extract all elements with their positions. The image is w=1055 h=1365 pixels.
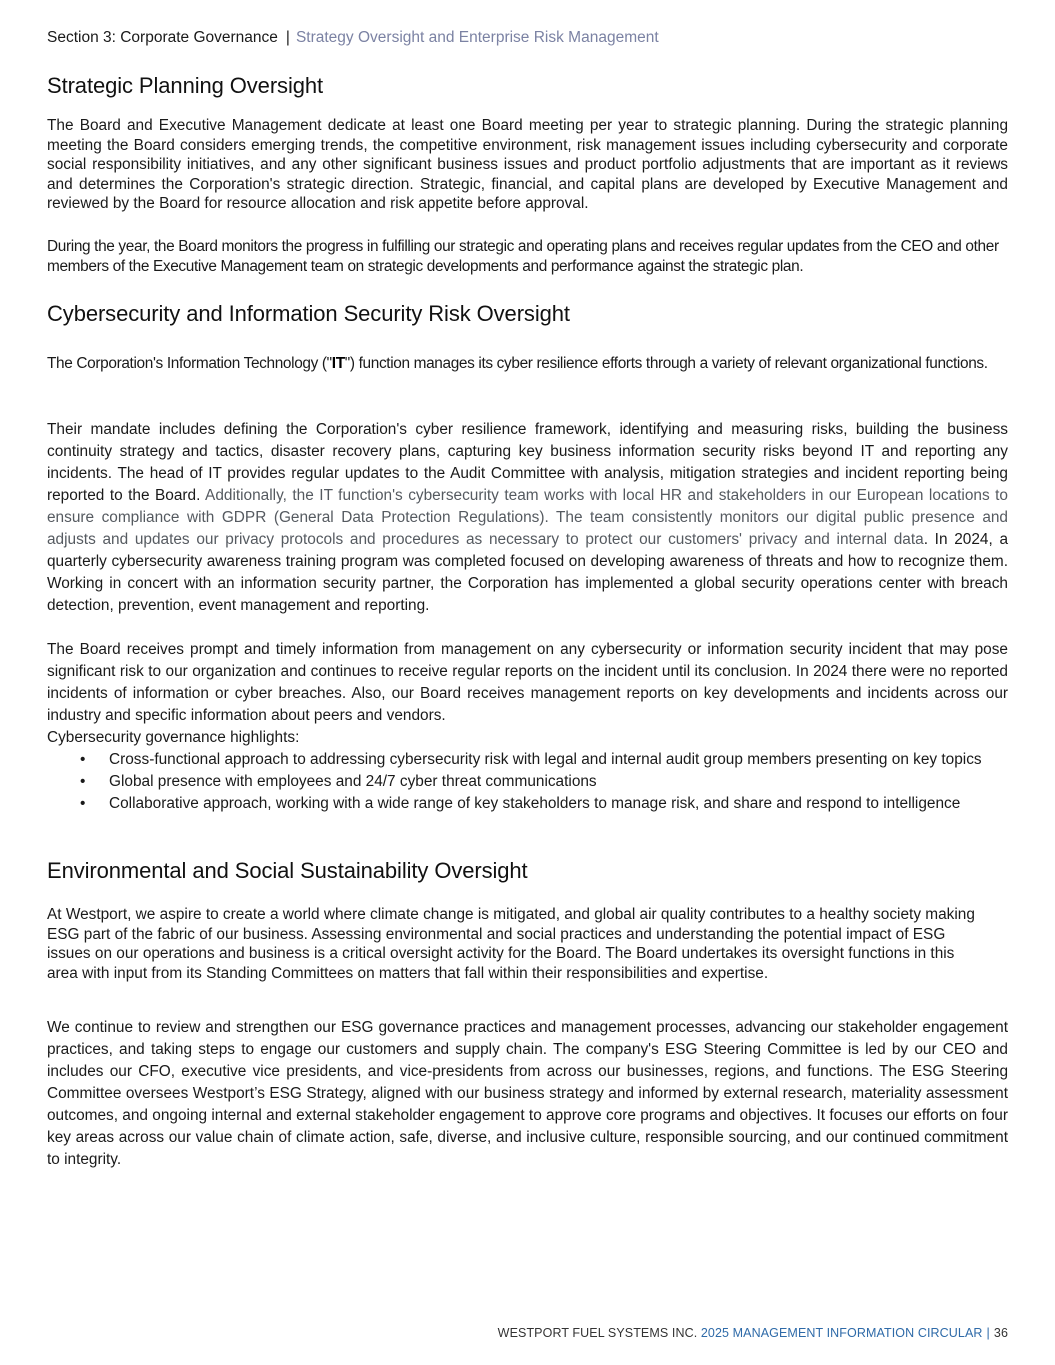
heading-esg: Environmental and Social Sustainability Oversight bbox=[47, 858, 528, 883]
header-section: Section 3: Corporate Governance bbox=[47, 29, 278, 46]
esg-paragraph-1: At Westport, we aspire to create a world where climate change is mitigated, and global air quality contributes to a healthy society making ESG part of the fabric of our business. Assessing environmental and social practices and understanding the potential impact of ESG issues on our operations and business is a critical oversight activity for the Board. The Board undertakes its oversight functions in this area with input from its Standing Committees on matters that fall within their responsibilities and expertise. bbox=[47, 906, 975, 982]
bullet-icon: • bbox=[80, 751, 86, 768]
cyber-highlights-label: Cybersecurity governance highlights: bbox=[47, 729, 300, 746]
heading-strategic-planning: Strategic Planning Oversight bbox=[47, 73, 324, 98]
strategic-paragraph-2: During the year, the Board monitors the progress in fulfilling our strategic and operating plans and receives regular updates from the CEO and other members of the Executive Management team on strategic developments and performance against the strategic plan. bbox=[47, 238, 999, 275]
cyber-paragraph-2: Their mandate includes defining the Corporation's cyber resilience framework, identifying and measuring risks, building the business continuity strategy and tactics, disaster recovery plans, capturing key business information security risks beyond IT and reporting any incidents. The head of IT provides regular updates to the Audit Committee with analysis, mitigation strategies and incident reporting being reported to the Board. Additionally, the IT function's cybersecurity team works with local HR and stakeholders in our European locations to ensure compliance with GDPR (General Data Protection Regulations). The team consistently monitors our digital public presence and adjusts and updates our privacy protocols and procedures as necessary to protect our customers' privacy and internal data. In 2024, a quarterly cybersecurity awareness training program was completed focused on developing awareness of threats and how to recognize them. Working in concert with an information security partner, the Corporation has implemented a global security operations center with breach detection, prevention, event management and reporting. bbox=[47, 421, 1008, 614]
it-abbreviation: IT bbox=[331, 355, 345, 372]
esg-paragraph-2: We continue to review and strengthen our ESG governance practices and management processes, advancing our stakeholder engagement practices, and taking steps to engage our customers and supply chain. The company's ESG Steering Committee is led by our CEO and includes our CFO, executive vice presidents, and vice-presidents from across our businesses, regions, and functions. The ESG Steering Committee oversees Westport’s ESG Strategy, aligned with our business strategy and informed by external research, materiality assessment outcomes, and ongoing internal and external stakeholder engagement to approve core programs and objectives. It focuses our efforts on four key areas across our value chain of climate action, safe, diverse, and inclusive culture, responsible sourcing, and our continued commitment to integrity. bbox=[47, 1019, 1008, 1168]
footer-document-title: 2025 MANAGEMENT INFORMATION CIRCULAR bbox=[700, 1326, 983, 1340]
strategic-paragraph-1: The Board and Executive Management dedicate at least one Board meeting per year to strategic planning. During the strategic planning meeting the Board considers emerging trends, the competitive environment, risk management issues including cybersecurity and corporate social responsibility initiatives, and any other significant business issues and product portfolio adjustments that are important as it reviews and determines the Corporation's strategic direction. Strategic, financial, and capital plans are developed by Executive Management and reviewed by the Board for resource allocation and risk appetite before approval. bbox=[47, 117, 1008, 213]
header-separator: | bbox=[285, 29, 290, 46]
page-number: 36 bbox=[993, 1326, 1008, 1340]
list-item: • Cross-functional approach to addressing cybersecurity risk with legal and internal audit group members presenting on key topics bbox=[47, 749, 1008, 771]
cyber-highlights-list bbox=[47, 749, 1008, 815]
bullet-icon: • bbox=[80, 773, 86, 790]
bullet-icon: • bbox=[80, 795, 86, 812]
running-header bbox=[47, 29, 659, 47]
heading-cybersecurity: Cybersecurity and Information Security Risk Oversight bbox=[47, 301, 570, 326]
page-footer bbox=[498, 1326, 1008, 1340]
footer-separator: | bbox=[986, 1326, 990, 1340]
footer-company: WESTPORT FUEL SYSTEMS INC. bbox=[497, 1326, 698, 1340]
cyber-paragraph-3: The Board receives prompt and timely information from management on any cybersecurity or information security incident that may pose significant risk to our organization and continues to receive regular reports on the incident until its conclusion. In 2024 there were no reported incidents of information or cyber breaches. Also, our Board receives management reports on key developments and incidents across our industry and specific information about peers and vendors. bbox=[47, 641, 1008, 724]
list-item: • Global presence with employees and 24/7 cyber threat communications bbox=[47, 771, 1008, 793]
header-subsection: Strategy Oversight and Enterprise Risk Management bbox=[295, 29, 659, 46]
cyber-paragraph-1: The Corporation's Information Technology ("IT") function manages its cyber resilience efforts through a variety of relevant organizational functions. bbox=[47, 355, 988, 372]
list-item: • Collaborative approach, working with a wide range of key stakeholders to manage risk, and share and respond to intelligence bbox=[47, 793, 1008, 815]
gdpr-text: Additionally, the IT function's cybersecurity team works with local HR and stakeholders in our European locations to ensure compliance with GDPR (General Data Protection Regulations). The team consistently monitors our digital public presence and adjusts and updates our privacy protocols and procedures as necessary to protect our customers' privacy and internal data bbox=[47, 487, 1008, 548]
